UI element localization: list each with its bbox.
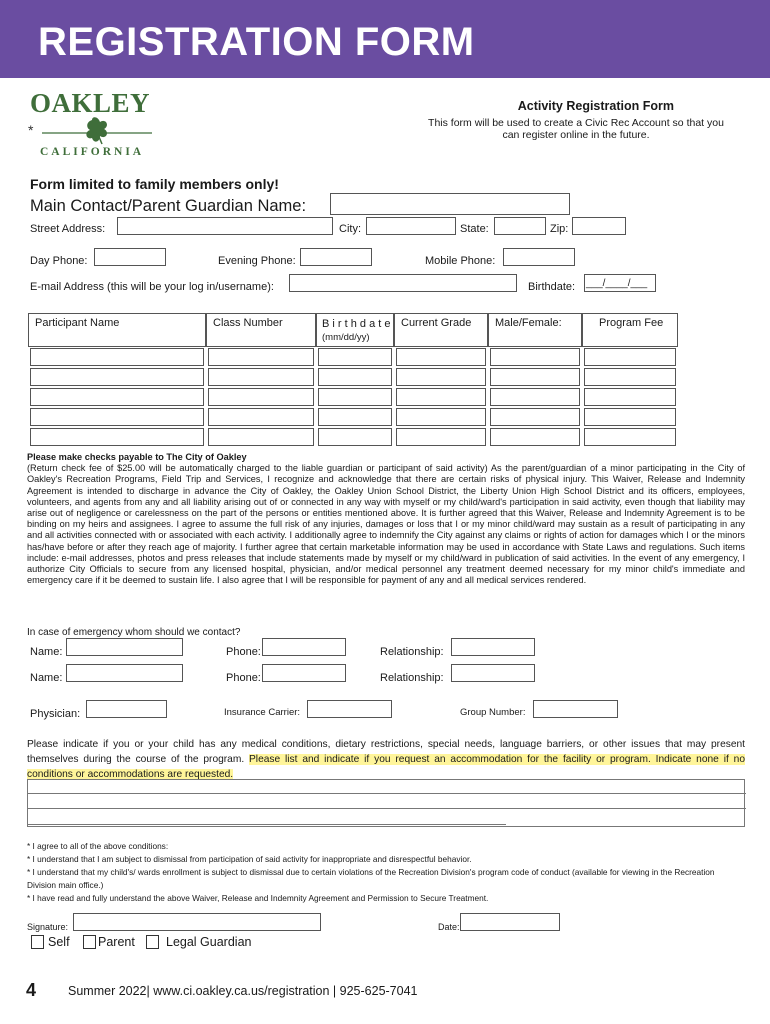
header-birthdate-label: B i r t h d a t e <box>322 318 391 330</box>
row3-fee[interactable] <box>584 388 676 406</box>
emergency1-name-label: Name: <box>30 646 63 658</box>
row2-birthdate[interactable] <box>318 368 392 386</box>
header-participant-name: Participant Name <box>28 313 206 347</box>
checks-payable-note: Please make checks payable to The City of Oakley <box>27 452 247 462</box>
waiver-text <box>27 452 745 586</box>
emergency1-relationship-label: Relationship: <box>380 646 444 658</box>
oak-leaf-icon <box>42 116 152 146</box>
limited-note: Form limited to family members only! <box>30 176 279 192</box>
row4-name[interactable] <box>30 408 204 426</box>
mobile-phone-field[interactable] <box>503 248 575 266</box>
form-title: Activity Registration Form <box>517 99 674 113</box>
row4-gender[interactable] <box>490 408 580 426</box>
medical-line-3 <box>28 824 506 825</box>
row2-grade[interactable] <box>396 368 486 386</box>
row5-class[interactable] <box>208 428 314 446</box>
row2-fee[interactable] <box>584 368 676 386</box>
medical-conditions-text <box>27 737 745 782</box>
oakley-logo <box>28 88 158 162</box>
emergency2-phone-field[interactable] <box>262 664 346 682</box>
row5-gender[interactable] <box>490 428 580 446</box>
header-birthdate <box>316 313 394 347</box>
main-contact-field[interactable] <box>330 193 570 215</box>
group-number-field[interactable] <box>533 700 618 718</box>
row3-birthdate[interactable] <box>318 388 392 406</box>
emergency1-relationship-field[interactable] <box>451 638 535 656</box>
mobile-phone-label: Mobile Phone: <box>425 255 496 267</box>
header-birthdate-format: (mm/dd/yy) <box>322 332 370 343</box>
day-phone-label: Day Phone: <box>30 255 88 267</box>
date-label: Date: <box>438 922 460 932</box>
agreement-list <box>27 840 745 905</box>
physician-field[interactable] <box>86 700 167 718</box>
page-number: 4 <box>26 980 37 1000</box>
row3-gender[interactable] <box>490 388 580 406</box>
group-number-label: Group Number: <box>460 707 526 718</box>
row5-birthdate[interactable] <box>318 428 392 446</box>
date-field[interactable] <box>460 913 560 931</box>
city-field[interactable] <box>366 217 456 235</box>
row1-class[interactable] <box>208 348 314 366</box>
agreement-line-3: * I understand that my child's/ wards enrollment is subject to dismissal due to certain violations of the Recreation Division's program code of conduct (available for viewing in the Recreation Division main office.) <box>27 867 715 890</box>
emergency-question: In case of emergency whom should we contact? <box>27 627 241 638</box>
medical-prompt: Please indicate if you or your child has any medical conditions, dietary restrictions, special needs, language barriers, or other issues that may present themselves during the course of the program. <box>27 739 745 765</box>
row5-grade[interactable] <box>396 428 486 446</box>
emergency2-relationship-label: Relationship: <box>380 672 444 684</box>
city-label: City: <box>339 223 361 235</box>
page-title: REGISTRATION FORM <box>38 20 475 64</box>
birthdate-label: Birthdate: <box>528 281 576 293</box>
emergency1-phone-label: Phone: <box>226 646 261 658</box>
street-address-label: Street Address: <box>30 223 106 235</box>
row4-class[interactable] <box>208 408 314 426</box>
day-phone-field[interactable] <box>94 248 166 266</box>
row5-fee[interactable] <box>584 428 676 446</box>
evening-phone-field[interactable] <box>300 248 372 266</box>
zip-field[interactable] <box>572 217 626 235</box>
header-class-number: Class Number <box>206 313 316 347</box>
self-label: Self <box>48 935 70 949</box>
row5-name[interactable] <box>30 428 204 446</box>
header-program-fee: Program Fee <box>582 313 678 347</box>
row4-grade[interactable] <box>396 408 486 426</box>
row2-gender[interactable] <box>490 368 580 386</box>
row4-birthdate[interactable] <box>318 408 392 426</box>
row1-birthdate[interactable] <box>318 348 392 366</box>
agreement-line-4: * I have read and fully understand the above Waiver, Release and Indemnity Agreement and Permission to Secure Treatment. <box>27 893 489 903</box>
logo-state: CALIFORNIA <box>40 146 145 158</box>
medical-conditions-box[interactable] <box>27 779 745 827</box>
row3-grade[interactable] <box>396 388 486 406</box>
medical-line-2 <box>28 808 746 809</box>
emergency2-name-label: Name: <box>30 672 63 684</box>
parent-checkbox[interactable] <box>83 935 96 949</box>
state-field[interactable] <box>494 217 546 235</box>
logo-name: OAKLEY <box>30 88 151 118</box>
row2-name[interactable] <box>30 368 204 386</box>
form-subtitle: This form will be used to create a Civic Rec Account so that you can register online in the future. <box>428 117 724 141</box>
birthdate-placeholder: ___/____/___ <box>586 278 648 289</box>
legal-guardian-checkbox[interactable] <box>146 935 159 949</box>
main-contact-label: Main Contact/Parent Guardian Name: <box>30 197 307 215</box>
row3-name[interactable] <box>30 388 204 406</box>
header-male-female: Male/Female: <box>488 313 582 347</box>
signature-label: Signature: <box>27 922 69 932</box>
evening-phone-label: Evening Phone: <box>218 255 296 267</box>
street-address-field[interactable] <box>117 217 333 235</box>
row2-class[interactable] <box>208 368 314 386</box>
emergency1-name-field[interactable] <box>66 638 183 656</box>
star-icon: * <box>28 122 34 138</box>
insurance-field[interactable] <box>307 700 392 718</box>
header-current-grade: Current Grade <box>394 313 488 347</box>
email-label: E-mail Address (this will be your log in/username): <box>30 281 274 293</box>
row1-grade[interactable] <box>396 348 486 366</box>
agreement-line-1: * I agree to all of the above conditions: <box>27 841 169 851</box>
row1-gender[interactable] <box>490 348 580 366</box>
waiver-body: (Return check fee of $25.00 will be automatically charged to the liable guardian or participant of said activity) As the parent/guardian of a minor participating in the City of Oakley's Recreation Programs, Field Trip and Services, I recognize and acknowledge that there are certain risks of physical injury. This Waiver, Release and Indemnity Agreement is intended to discharge in advance the City of Oakley, the Oakley Union School District, the Liberty Union High School District and its officers, employees, volunteers, and agents from any and all liability arising out of or connected in any way with myself or my child/ward's participation in said activity, even though that liability may arise out of negligence or carelessness on the part of the persons or entities mentioned above. It is further agreed that this Waiver, Release and Indemnity Agreement is to be binding on my heirs and assignees. I agree to assume the full risk of any injuries, damages or loss that I or my minor child/ward may sustain as a result of participating in any and all activities connected with or associated with each activity. I additionally agree to indemnify the City against any claims or rights of action for damages which I or the minors has/have before or after they reach age of majority. I further agree that certain marketable information may be used in accordance with State Laws and regulations. Such items include: e-mail addresses, photos and press releases that include statements made by myself or my child/ward in publication of said activities. In the event of any emergency, I authorize City Officials to secure from any licensed hospital, physician, and/or medical personnel any treatment deemed necessary for my minor child's immediate and emergency care if it be deemed to sustain life. I also agree that I will be responsible for payment of any and all medical services rendered. <box>27 463 745 586</box>
email-field[interactable] <box>289 274 517 292</box>
emergency1-phone-field[interactable] <box>262 638 346 656</box>
accommodation-highlight: Please list and indicate if you request an accommodation for the facility or program. Indicate none if no conditions or accommodations are requested. <box>27 754 745 780</box>
parent-label: Parent <box>98 935 135 949</box>
header-banner <box>0 0 770 78</box>
row1-name[interactable] <box>30 348 204 366</box>
legal-guardian-label: Legal Guardian <box>166 935 252 949</box>
medical-line-1 <box>28 793 746 794</box>
row3-class[interactable] <box>208 388 314 406</box>
row4-fee[interactable] <box>584 408 676 426</box>
signature-field[interactable] <box>73 913 321 931</box>
footer-text: Summer 2022| www.ci.oakley.ca.us/registration | 925-625-7041 <box>68 984 418 998</box>
agreement-line-2: * I understand that I am subject to dismissal from participation of said activity for inappropriate and disrespectful behavior. <box>27 854 472 864</box>
emergency2-phone-label: Phone: <box>226 672 261 684</box>
insurance-label: Insurance Carrier: <box>224 707 301 718</box>
row1-fee[interactable] <box>584 348 676 366</box>
physician-label: Physician: <box>30 708 81 720</box>
state-label: State: <box>460 223 489 235</box>
emergency2-relationship-field[interactable] <box>451 664 535 682</box>
emergency2-name-field[interactable] <box>66 664 183 682</box>
self-checkbox[interactable] <box>31 935 44 949</box>
zip-label: Zip: <box>550 223 569 235</box>
